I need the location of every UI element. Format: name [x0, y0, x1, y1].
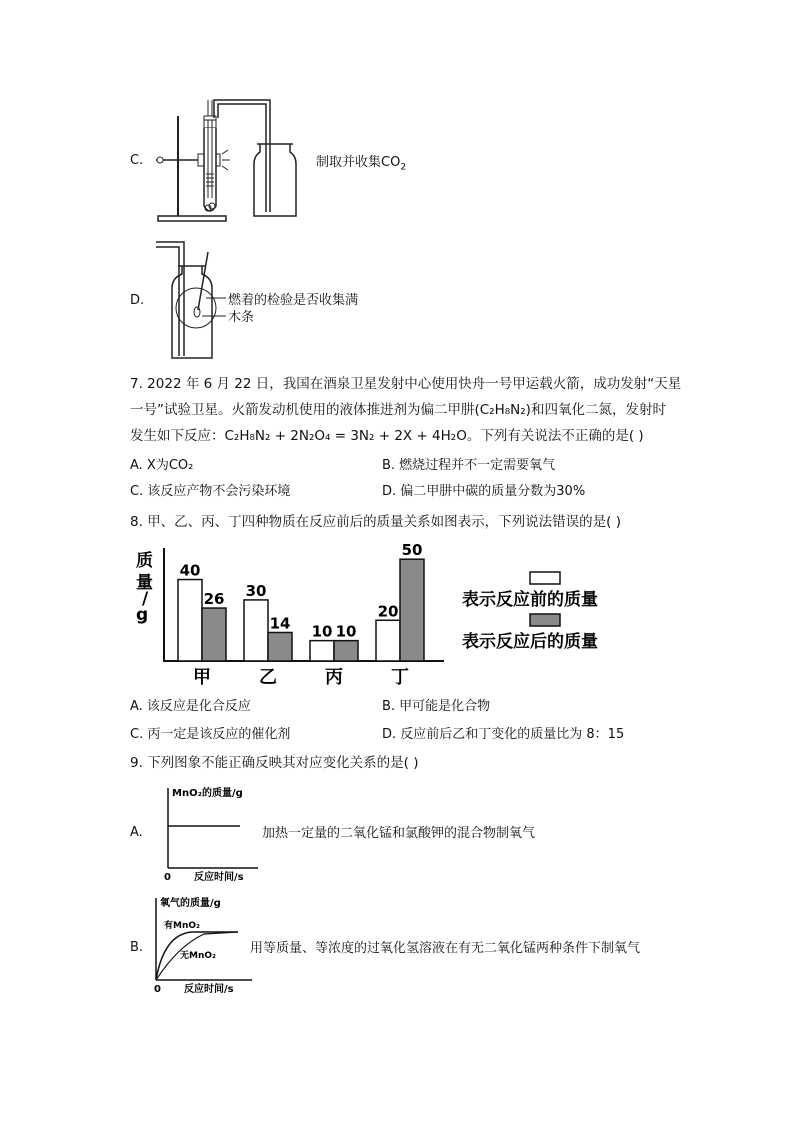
q9-b-graph	[148, 894, 258, 998]
bar-value-label: 10	[311, 622, 333, 641]
q9-a-xlabel: 反应时间/s	[194, 872, 244, 883]
q9-b-curve2-label: 无MnO₂	[180, 951, 216, 961]
bar-before-丁	[376, 620, 400, 661]
bar-after-丙	[334, 641, 358, 661]
q7-stem-line1: 7. 2022 年 6 月 22 日，我国在酒泉卫星发射中心使用快舟一号甲运载火箭，成功发射“天星	[130, 376, 682, 392]
q7-option-d: D. 偏二甲肼中碳的质量分数为30%	[382, 484, 586, 499]
bar-before-丙	[310, 641, 334, 661]
q7-stem-line2: 一号”试验卫星。火箭发动机使用的液体推进剂为偏二甲肼(C₂H₈N₂)和四氧化二氮，发射时	[130, 402, 666, 418]
q7-option-a: A. X为CO₂	[130, 458, 194, 473]
q9-b-xlabel: 反应时间/s	[184, 984, 234, 995]
bar-after-甲	[202, 608, 226, 661]
q7-stem-line3: 发生如下反应：C₂H₈N₂ + 2N₂O₄ = 3N₂ + 2X + 4H₂O。下列有关说法不正确的是( )	[130, 428, 644, 444]
ylabel-char: 质	[136, 551, 153, 571]
q7-option-b: B. 燃烧过程并不一定需要氧气	[382, 458, 556, 473]
bar-value-label: 20	[377, 602, 399, 621]
legend-swatch	[530, 614, 560, 626]
bar-value-label: 50	[401, 542, 423, 560]
option-d-caption: 燃着的检验是否收集满	[228, 293, 359, 308]
bar-value-label: 14	[269, 614, 291, 633]
legend-label: 表示反应后的质量	[462, 632, 598, 652]
category-label: 甲	[193, 667, 211, 688]
q9-option-a-caption: 加热一定量的二氧化锰和氯酸钾的混合物制氧气	[262, 826, 536, 841]
q9-stem: 9. 下列图象不能正确反映其对应变化关系的是( )	[130, 755, 419, 771]
q9-b-curve1-label: 有MnO₂	[164, 921, 200, 931]
q8-option-d: D. 反应前后乙和丁变化的质量比为 8：15	[382, 727, 625, 742]
option-d-caption-wood: 木条	[228, 310, 255, 325]
legend-label: 表示反应前的质量	[462, 590, 598, 610]
q9-b-ylabel: 氧气的质量/g	[160, 898, 221, 909]
q9-a-origin: 0	[164, 872, 171, 883]
bar-before-乙	[244, 600, 268, 661]
q9-option-b-letter: B.	[130, 940, 144, 955]
bar-value-label: 26	[203, 590, 225, 609]
category-label: 乙	[259, 667, 277, 688]
ylabel-char: 量	[136, 573, 153, 593]
q8-stem: 8. 甲、乙、丙、丁四种物质在反应前后的质量关系如图表示，下列说法错误的是( )	[130, 514, 621, 530]
option-c-caption-main: 制取并收集CO	[316, 155, 401, 170]
bar-after-乙	[268, 632, 292, 661]
ylabel-char: g	[136, 605, 149, 625]
gas-jar-test-diagram	[150, 238, 240, 363]
q9-a-ylabel: MnO₂的质量/g	[172, 788, 243, 799]
q9-b-origin: 0	[154, 984, 161, 995]
q8-option-c: C. 丙一定是该反应的催化剂	[130, 727, 291, 742]
co2-apparatus-diagram	[150, 94, 310, 224]
option-c-caption-sub: 2	[400, 162, 407, 173]
option-d-letter: D.	[130, 293, 145, 308]
bar-value-label: 30	[245, 581, 267, 600]
category-label: 丁	[391, 667, 409, 688]
q9-option-b-caption: 用等质量、等浓度的过氧化氢溶液在有无二氧化锰两种条件下制氧气	[250, 941, 641, 956]
q9-option-a-letter: A.	[130, 825, 143, 840]
ylabel-char: /	[142, 589, 149, 609]
bar-after-丁	[400, 559, 424, 661]
q8-option-a: A. 该反应是化合反应	[130, 699, 251, 714]
chart-ylabel	[136, 550, 153, 625]
bar-value-label: 10	[335, 622, 357, 641]
q8-option-b: B. 甲可能是化合物	[382, 699, 491, 714]
svg-text:质量/g	[136, 550, 153, 625]
q9-a-graph	[154, 782, 264, 886]
option-c-caption	[316, 154, 406, 177]
mass-bar-chart	[128, 542, 638, 690]
option-c-letter: C.	[130, 153, 144, 168]
bar-before-甲	[178, 580, 202, 661]
q7-option-c: C. 该反应产物不会污染环境	[130, 484, 291, 499]
legend-swatch	[530, 572, 560, 584]
bar-value-label: 40	[179, 561, 201, 580]
category-label: 丙	[325, 667, 343, 688]
